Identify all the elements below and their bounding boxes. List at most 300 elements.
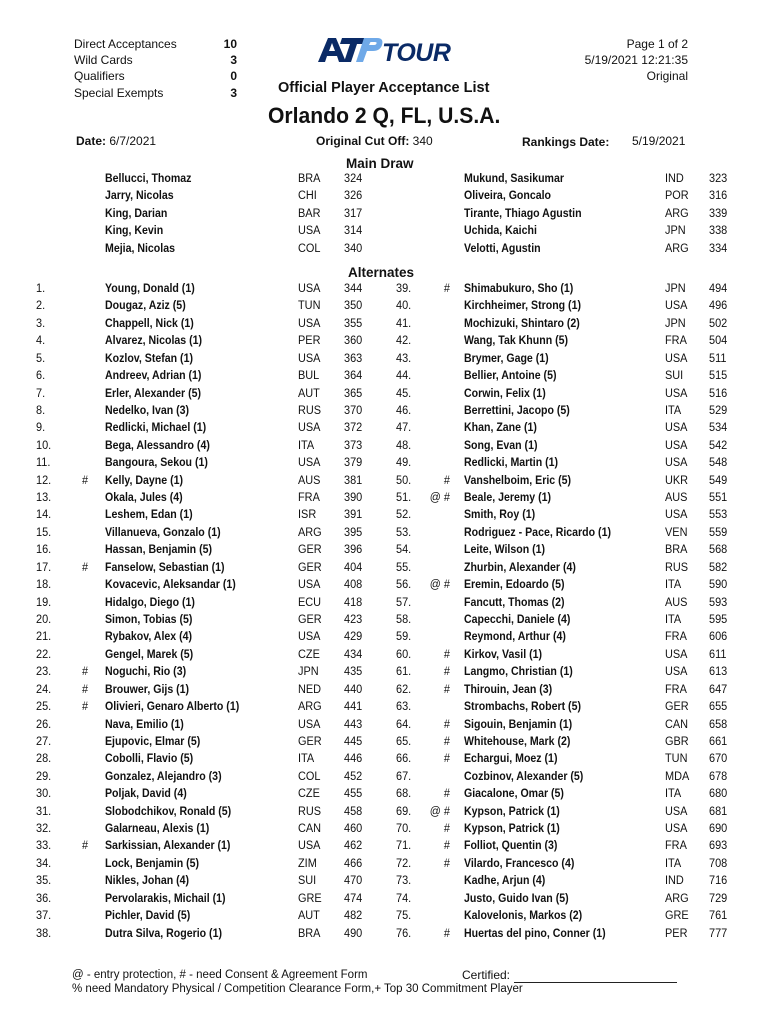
alternate-number: 76. (396, 927, 412, 940)
alternate-number: 49. (396, 457, 412, 470)
alternate-row (0, 719, 770, 736)
player-country: ITA (665, 404, 682, 417)
alternate-row (0, 335, 770, 352)
player-rank: 334 (709, 242, 728, 255)
player-name: Brymer, Gage (1) (464, 352, 549, 365)
player-rank: 490 (344, 927, 363, 940)
player-rank: 363 (344, 352, 363, 365)
player-rank: 379 (344, 457, 363, 470)
alternate-number: 63. (396, 701, 412, 714)
alternate-number: 68. (396, 788, 412, 801)
alternate-number: 52. (396, 509, 412, 522)
player-rank: 458 (344, 805, 363, 818)
alternate-row (0, 823, 770, 840)
player-name: Young, Donald (1) (105, 283, 195, 295)
alternate-number: 2. (36, 300, 46, 313)
player-rank: 364 (344, 370, 363, 383)
player-country: ITA (298, 439, 315, 452)
alternate-mark: # (443, 840, 450, 853)
player-rank: 494 (709, 283, 728, 295)
player-name: Fancutt, Thomas (2) (464, 596, 565, 609)
alternate-row (0, 475, 770, 492)
player-rank: 381 (344, 474, 363, 487)
main-draw-heading: Main Draw (346, 156, 414, 171)
player-name: Kovacevic, Aleksandar (1) (105, 579, 236, 592)
alternate-number: 48. (396, 439, 412, 452)
alternate-number: 42. (396, 335, 412, 348)
count-label: Wild Cards (74, 53, 133, 68)
player-rank: 761 (709, 910, 728, 923)
player-rank: 611 (709, 648, 727, 661)
player-country: USA (298, 457, 321, 470)
player-country: ITA (665, 613, 682, 626)
player-country: USA (298, 579, 321, 592)
player-rank: 553 (709, 509, 728, 522)
alternate-row (0, 422, 770, 439)
player-name: Giacalone, Omar (5) (464, 788, 564, 801)
alternate-mark: @ # (429, 492, 450, 505)
alternate-mark: # (443, 666, 450, 679)
player-rank: 365 (344, 387, 363, 400)
version-label: Original (646, 69, 688, 83)
player-rank: 340 (344, 242, 363, 255)
alternate-mark: # (443, 283, 450, 295)
alternate-row (0, 666, 770, 683)
alternate-row (0, 370, 770, 387)
alternate-number: 71. (396, 840, 412, 853)
alternate-row (0, 597, 770, 614)
player-country: USA (665, 457, 688, 470)
player-name: Gengel, Marek (5) (105, 648, 194, 661)
player-rank: 390 (344, 492, 363, 505)
player-country: ARG (665, 242, 689, 255)
player-name: Hidalgo, Diego (1) (105, 596, 195, 609)
player-name: Strombachs, Robert (5) (464, 701, 581, 714)
player-rank: 542 (709, 439, 728, 452)
alternate-number: 6. (36, 370, 46, 383)
player-name: Olivieri, Genaro Alberto (1) (105, 701, 240, 714)
player-rank: 418 (344, 596, 363, 609)
alternate-number: 33. (36, 840, 52, 853)
player-rank: 408 (344, 579, 363, 592)
player-rank: 435 (344, 666, 363, 679)
certified-label: Certified: (462, 968, 511, 982)
page-number: Page 1 of 2 (626, 37, 688, 51)
player-rank: 511 (709, 352, 727, 365)
date-label: Date: (76, 134, 107, 148)
player-rank: 515 (709, 370, 728, 383)
player-country: USA (665, 352, 688, 365)
player-country: JPN (298, 666, 319, 679)
alternate-mark: # (443, 683, 450, 696)
alternate-mark: # (82, 666, 89, 679)
main-draw-row (0, 173, 770, 190)
player-rank: 655 (709, 701, 728, 714)
alternate-row (0, 283, 770, 300)
player-country: SUI (665, 370, 684, 383)
count-value: 3 (230, 53, 237, 68)
atp-tour-logo (318, 34, 453, 73)
alternate-row (0, 440, 770, 457)
player-country: USA (298, 840, 321, 853)
alternate-mark: # (443, 788, 450, 801)
player-country: GRE (665, 910, 689, 923)
alternate-row (0, 875, 770, 892)
player-country: AUS (298, 474, 321, 487)
alternate-row (0, 318, 770, 335)
player-name: Erler, Alexander (5) (105, 387, 202, 400)
player-name: King, Darian (105, 207, 168, 220)
player-rank: 323 (709, 173, 728, 185)
alternate-number: 55. (396, 561, 412, 574)
alternate-number: 13. (36, 492, 52, 505)
player-name: Cozbinov, Alexander (5) (464, 770, 584, 783)
count-label: Direct Acceptances (74, 37, 177, 51)
alternates-heading: Alternates (348, 265, 415, 280)
player-rank: 496 (709, 300, 728, 313)
player-rank: 324 (344, 173, 363, 185)
alternate-number: 29. (36, 770, 52, 783)
player-country: USA (665, 422, 688, 435)
alternate-row (0, 736, 770, 753)
alternate-number: 60. (396, 648, 412, 661)
alternate-row (0, 928, 770, 945)
player-country: GER (298, 613, 322, 626)
alternate-row (0, 631, 770, 648)
alternate-number: 32. (36, 823, 52, 836)
player-rank: 370 (344, 404, 363, 417)
player-country: ISR (298, 509, 317, 522)
alternate-number: 65. (396, 735, 412, 748)
svg-text:TOUR: TOUR (382, 39, 451, 66)
player-rank: 396 (344, 544, 363, 557)
alternate-row (0, 649, 770, 666)
player-country: RUS (298, 805, 322, 818)
alternate-number: 75. (396, 910, 412, 923)
player-country: USA (665, 823, 688, 836)
cutoff-label: Original Cut Off: (316, 134, 410, 148)
player-name: Alvarez, Nicolas (1) (105, 335, 203, 348)
alternate-mark: # (82, 840, 89, 853)
player-country: VEN (665, 526, 688, 539)
player-rank: 474 (344, 892, 363, 905)
player-rank: 593 (709, 596, 728, 609)
alternate-row (0, 300, 770, 317)
player-rank: 338 (709, 225, 728, 238)
player-country: USA (298, 718, 321, 731)
player-name: Mejia, Nicolas (105, 242, 175, 255)
player-rank: 680 (709, 788, 728, 801)
player-rank: 678 (709, 770, 728, 783)
player-name: Bega, Alessandro (4) (105, 439, 210, 452)
alternate-mark: # (443, 718, 450, 731)
player-country: USA (298, 283, 321, 295)
player-rank: 568 (709, 544, 728, 557)
player-name: Hassan, Benjamin (5) (105, 544, 213, 557)
player-name: Vilardo, Francesco (4) (464, 857, 575, 870)
alternate-number: 59. (396, 631, 412, 644)
player-name: Ejupovic, Elmar (5) (105, 735, 201, 748)
player-country: FRA (298, 492, 320, 505)
player-rank: 441 (344, 701, 363, 714)
count-label: Special Exempts (74, 85, 164, 100)
player-name: Fanselow, Sebastian (1) (105, 561, 225, 574)
alternate-number: 67. (396, 770, 412, 783)
player-name: Villanueva, Gonzalo (1) (105, 526, 221, 539)
player-name: Pervolarakis, Michail (1) (105, 892, 226, 905)
player-name: Bellucci, Thomaz (105, 173, 192, 185)
alternate-number: 9. (36, 422, 46, 435)
alternate-number: 47. (396, 422, 412, 435)
player-country: USA (665, 509, 688, 522)
player-name: Capecchi, Daniele (4) (464, 613, 571, 626)
player-country: ITA (665, 788, 682, 801)
player-name: Nava, Emilio (1) (105, 718, 184, 731)
player-name: Kypson, Patrick (1) (464, 823, 560, 836)
alternate-number: 64. (396, 718, 412, 731)
player-name: Nedelko, Ivan (3) (105, 404, 190, 417)
player-name: Kadhe, Arjun (4) (464, 875, 546, 888)
player-rank: 690 (709, 823, 728, 836)
alternate-number: 38. (36, 927, 52, 940)
player-country: TUN (298, 300, 321, 313)
player-rank: 455 (344, 788, 363, 801)
player-rank: 314 (344, 225, 363, 238)
player-country: USA (298, 225, 321, 238)
alternate-mark: # (82, 561, 89, 574)
player-name: Lock, Benjamin (5) (105, 857, 200, 870)
player-country: GRE (298, 892, 322, 905)
player-rank: 551 (709, 492, 728, 505)
print-datetime: 5/19/2021 12:21:35 (584, 53, 688, 67)
alternate-number: 58. (396, 613, 412, 626)
cutoff-value: 340 (412, 134, 433, 148)
player-country: FRA (665, 631, 687, 644)
alternate-number: 23. (36, 666, 52, 679)
alternate-row (0, 910, 770, 927)
alternate-number: 51. (396, 492, 412, 505)
player-country: USA (665, 439, 688, 452)
player-rank: 716 (709, 875, 728, 888)
player-country: RUS (665, 561, 689, 574)
player-name: Langmo, Christian (1) (464, 666, 573, 679)
player-country: ITA (665, 579, 682, 592)
player-country: ARG (665, 892, 689, 905)
alternate-number: 73. (396, 875, 412, 888)
alternate-row (0, 562, 770, 579)
alternate-number: 27. (36, 735, 52, 748)
player-name: Thirouin, Jean (3) (464, 683, 553, 696)
player-country: BRA (665, 544, 688, 557)
alternate-number: 66. (396, 753, 412, 766)
player-rank: 534 (709, 422, 728, 435)
player-rank: 445 (344, 735, 363, 748)
alternate-number: 26. (36, 718, 52, 731)
player-name: Huertas del pino, Conner (1) (464, 927, 606, 940)
player-country: SUI (298, 875, 317, 888)
player-name: Redlicki, Martin (1) (464, 457, 559, 470)
player-name: Gonzalez, Alejandro (3) (105, 770, 222, 783)
player-rank: 582 (709, 561, 728, 574)
alternate-number: 70. (396, 823, 412, 836)
player-country: GER (298, 544, 322, 557)
player-name: Noguchi, Rio (3) (105, 666, 187, 679)
alternate-number: 11. (36, 457, 51, 470)
player-country: JPN (665, 283, 686, 295)
alternate-number: 36. (36, 892, 52, 905)
player-country: CZE (298, 648, 320, 661)
player-country: COL (298, 242, 321, 255)
alternate-row (0, 893, 770, 910)
player-country: NED (298, 683, 322, 696)
alternate-mark: # (443, 927, 450, 940)
player-country: USA (665, 805, 688, 818)
footer-legend-1: @ - entry protection, # - need Consent & Agreement Form (72, 969, 368, 981)
player-country: FRA (665, 335, 687, 348)
alternate-mark: # (82, 474, 89, 487)
alternate-number: 22. (36, 648, 52, 661)
player-name: Whitehouse, Mark (2) (464, 735, 571, 748)
player-rank: 729 (709, 892, 728, 905)
player-rank: 613 (709, 666, 728, 679)
count-value: 3 (230, 85, 237, 100)
alternate-number: 18. (36, 579, 52, 592)
count-label: Qualifiers (74, 69, 125, 84)
atp-tour-logo-graphic (318, 34, 453, 66)
player-country: AUT (298, 387, 320, 400)
player-country: USA (665, 648, 688, 661)
player-name: Zhurbin, Alexander (4) (464, 561, 576, 574)
alternate-mark: @ # (429, 805, 450, 818)
player-name: Justo, Guido Ivan (5) (464, 892, 569, 905)
player-rank: 373 (344, 439, 363, 452)
player-rank: 429 (344, 631, 363, 644)
player-country: ARG (298, 701, 322, 714)
player-rank: 658 (709, 718, 728, 731)
player-country: USA (665, 387, 688, 400)
player-rank: 372 (344, 422, 363, 435)
alternate-number: 7. (36, 387, 46, 400)
player-rank: 446 (344, 753, 363, 766)
player-rank: 590 (709, 579, 728, 592)
player-country: PER (665, 927, 688, 940)
player-rank: 423 (344, 613, 363, 626)
main-draw-row (0, 208, 770, 225)
player-rank: 670 (709, 753, 728, 766)
player-name: Mochizuki, Shintaro (2) (464, 317, 580, 330)
player-country: ARG (298, 526, 322, 539)
player-rank: 559 (709, 526, 728, 539)
player-rank: 777 (709, 927, 728, 940)
player-country: AUS (665, 492, 688, 505)
player-name: Beale, Jeremy (1) (464, 492, 552, 505)
player-country: ARG (665, 207, 689, 220)
player-rank: 326 (344, 190, 363, 203)
alternate-number: 16. (36, 544, 52, 557)
alternate-number: 74. (396, 892, 412, 905)
alternate-mark: # (443, 753, 450, 766)
date-value: 6/7/2021 (109, 134, 157, 148)
alternate-row (0, 806, 770, 823)
alternate-mark: # (443, 823, 450, 836)
player-country: IND (665, 173, 684, 185)
player-country: AUS (665, 596, 688, 609)
player-name: Rybakov, Alex (4) (105, 631, 193, 644)
player-name: Nikles, Johan (4) (105, 875, 190, 888)
player-country: MDA (665, 770, 690, 783)
player-name: Andreev, Adrian (1) (105, 370, 202, 383)
alternate-number: 39. (396, 283, 412, 295)
main-draw-row (0, 190, 770, 207)
alternate-row (0, 353, 770, 370)
player-rank: 482 (344, 910, 363, 923)
alternate-number: 72. (396, 857, 412, 870)
alternate-number: 34. (36, 857, 52, 870)
alternate-row (0, 388, 770, 405)
alternate-row (0, 544, 770, 561)
alternate-number: 46. (396, 404, 412, 417)
main-draw-row (0, 225, 770, 242)
player-name: Brouwer, Gijs (1) (105, 683, 190, 696)
player-rank: 595 (709, 613, 728, 626)
certified-signature-line (514, 982, 677, 983)
alternate-row (0, 527, 770, 544)
player-name: Folliot, Quentin (3) (464, 840, 558, 853)
player-rank: 404 (344, 561, 363, 574)
subtitle: Official Player Acceptance List (278, 80, 490, 96)
player-name: Velotti, Agustin (464, 242, 541, 255)
player-name: Kypson, Patrick (1) (464, 805, 560, 818)
player-rank: 516 (709, 387, 728, 400)
alternate-mark: # (82, 701, 89, 714)
player-name: Sarkissian, Alexander (1) (105, 840, 231, 853)
player-rank: 360 (344, 335, 363, 348)
player-name: Slobodchikov, Ronald (5) (105, 805, 232, 818)
player-country: JPN (665, 317, 686, 330)
player-name: Simon, Tobias (5) (105, 613, 193, 626)
alternate-number: 57. (396, 596, 412, 609)
player-name: Wang, Tak Khunn (5) (464, 335, 569, 348)
alternate-row (0, 579, 770, 596)
player-name: Galarneau, Alexis (1) (105, 823, 210, 836)
player-name: Bellier, Antoine (5) (464, 370, 557, 383)
alternate-row (0, 492, 770, 509)
alternate-row (0, 840, 770, 857)
player-rank: 708 (709, 857, 728, 870)
player-rank: 452 (344, 770, 363, 783)
player-name: Smith, Roy (1) (464, 509, 536, 522)
player-country: AUT (298, 910, 320, 923)
alternate-number: 45. (396, 387, 412, 400)
player-name: Poljak, David (4) (105, 788, 187, 801)
player-name: Echargui, Moez (1) (464, 753, 558, 766)
player-rank: 440 (344, 683, 363, 696)
player-country: FRA (665, 683, 687, 696)
alternate-mark: # (443, 857, 450, 870)
count-value: 0 (230, 69, 237, 84)
alternate-mark: @ # (429, 579, 450, 592)
alternate-number: 41. (396, 317, 412, 330)
alternate-number: 14. (36, 509, 52, 522)
player-rank: 466 (344, 857, 363, 870)
count-value: 10 (223, 37, 237, 51)
player-name: Song, Evan (1) (464, 439, 538, 452)
alternate-number: 3. (36, 317, 46, 330)
player-name: Leshem, Edan (1) (105, 509, 193, 522)
player-rank: 316 (709, 190, 728, 203)
player-rank: 355 (344, 317, 363, 330)
footer-legend-2: % need Mandatory Physical / Competition Clearance Form,+ Top 30 Commitment Player (72, 983, 523, 995)
